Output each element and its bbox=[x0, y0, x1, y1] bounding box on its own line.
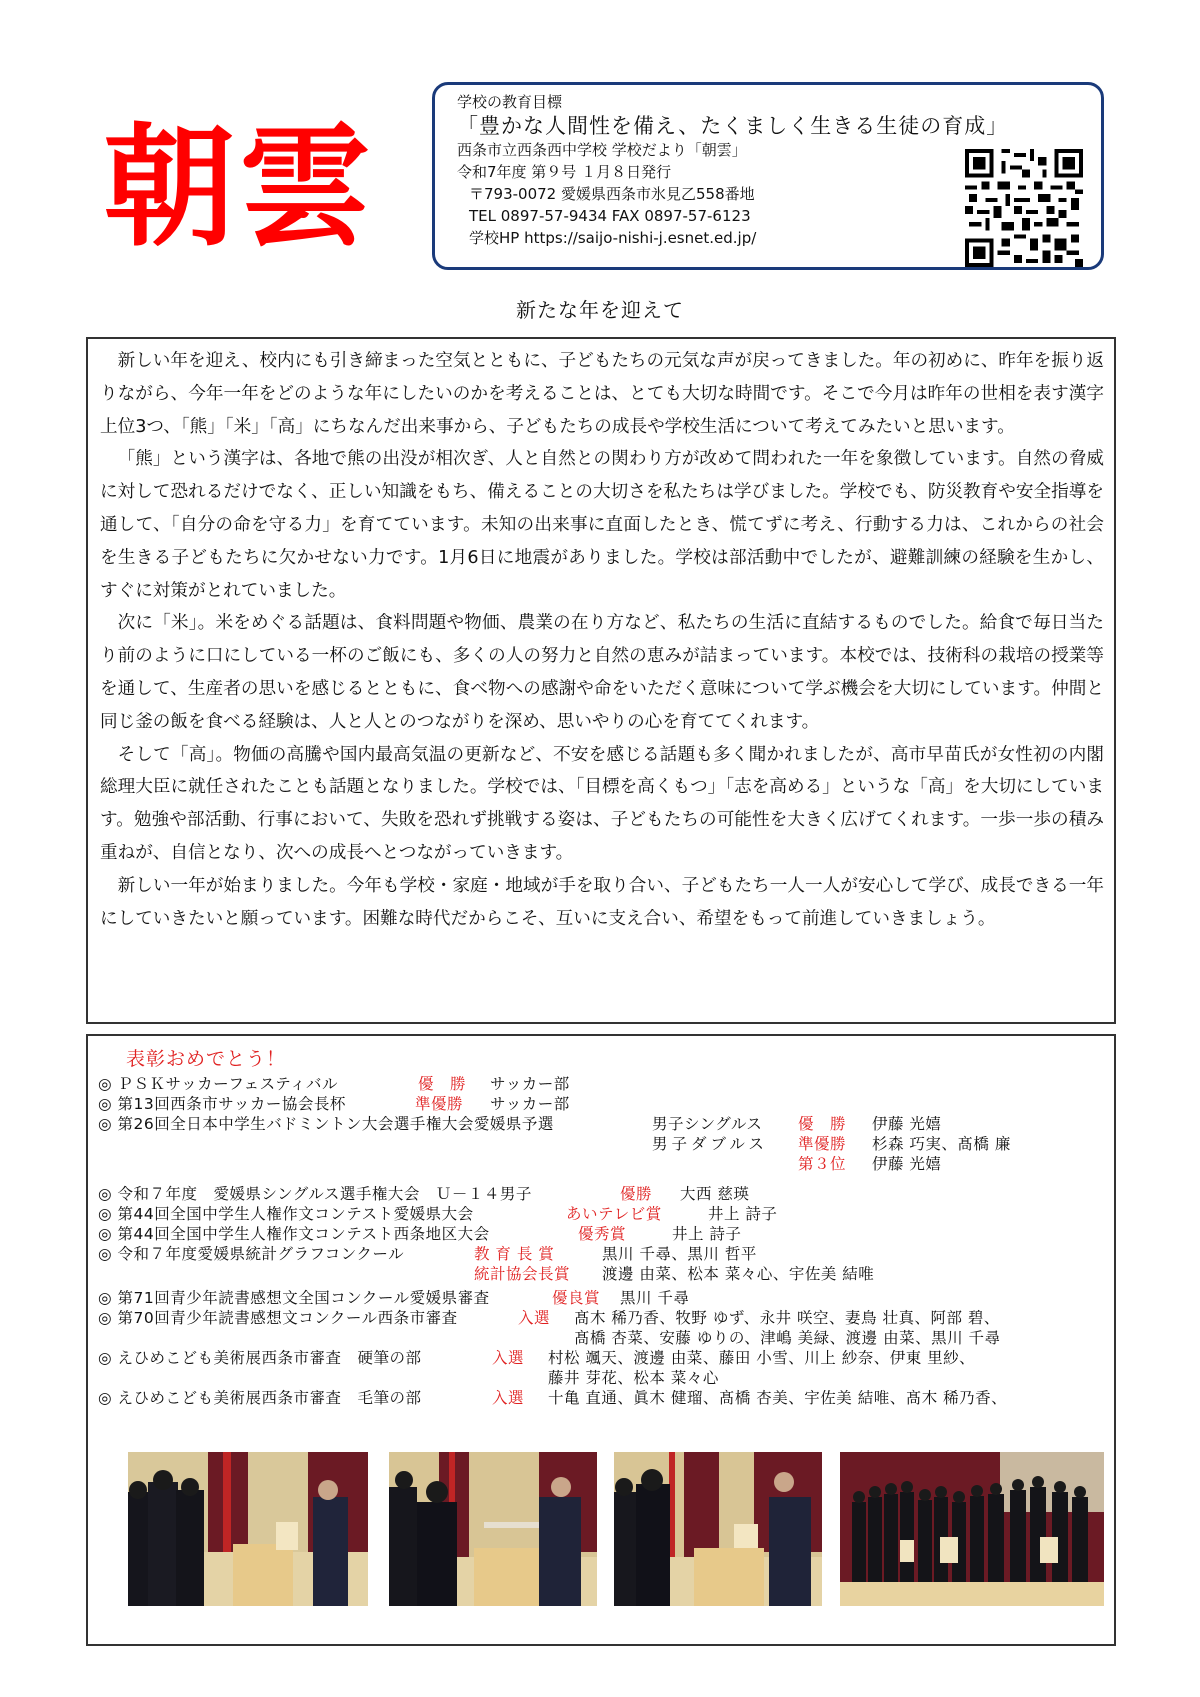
award-winners: 大西 慈瑛 bbox=[680, 1185, 750, 1203]
bullet-icon: ◎ bbox=[98, 1309, 113, 1327]
award-prize: あいテレビ賞 bbox=[566, 1205, 662, 1223]
school-website[interactable]: 学校HP https://saijo-nishi-j.esnet.ed.jp/ bbox=[469, 229, 757, 247]
award-row bbox=[98, 1388, 421, 1408]
article-paragraph: 新しい年を迎え、校内にも引き締まった空気とともに、子どもたちの元気な声が戻ってきました。年の初めに、昨年を振り返りながら、今年一年をどのような年にしたいのかを考えることは、とても大切な時間です。そこで今月は昨年の世相を表す漢字上位3つ、「熊」「米」「高」にちなんだ出来事から、子どもたちの成長や学校生活について考えてみたいと思います。 bbox=[100, 351, 1104, 437]
award-winners: 伊藤 光嬉 bbox=[872, 1155, 942, 1173]
bullet-icon: ◎ bbox=[98, 1245, 113, 1263]
award-prize: 優 勝 bbox=[798, 1115, 847, 1133]
award-event: 第13回西条市サッカー協会長杯 bbox=[117, 1095, 346, 1113]
award-ceremony-photo-3 bbox=[614, 1452, 822, 1606]
award-winners: 髙橋 杏菜、安藤 ゆりの、津嶋 美緑、渡邊 由菜、黒川 千尋 bbox=[574, 1329, 1001, 1347]
award-category: 男子ダブルス bbox=[652, 1135, 768, 1153]
award-winners: 井上 詩子 bbox=[672, 1225, 742, 1243]
award-winners: 杉森 巧実、髙橋 廉 bbox=[872, 1135, 1011, 1153]
award-event: 令和７年度 愛媛県シングルス選手権大会 Ｕ－１４男子 bbox=[117, 1185, 532, 1203]
award-winners: 村松 颯天、渡邊 由菜、藤田 小雪、川上 紗奈、伊東 里紗、 bbox=[548, 1349, 976, 1367]
education-goal-label: 学校の教育目標 bbox=[457, 93, 563, 111]
award-winners: 黒川 千尋、黒川 哲平 bbox=[602, 1245, 757, 1263]
award-prize: 優勝 bbox=[620, 1185, 653, 1203]
award-prize: 第３位 bbox=[798, 1155, 847, 1173]
award-winners: 黒川 千尋 bbox=[620, 1289, 690, 1307]
award-prize: 優秀賞 bbox=[578, 1225, 627, 1243]
award-event: 令和７年度愛媛県統計グラフコンクール bbox=[117, 1245, 405, 1263]
award-winners: 髙木 稀乃香、牧野 ゆず、永井 咲空、妻鳥 壮真、阿部 碧、 bbox=[574, 1309, 1000, 1327]
bullet-icon: ◎ bbox=[98, 1075, 113, 1093]
article-paragraph: そして「高」。物価の高騰や国内最高気温の更新など、不安を感じる話題も多く聞かれましたが、高市早苗氏が女性初の内閣総理大臣に就任されたことも話題となりました。学校では、「目標を高くもつ」「志を高める」というな「高」を大切にしています。勉強や部活動、行事において、失敗を恐れず挑戦する姿は、子どもたちの可能性を大きく広げてくれます。一歩一歩の積み重ねが、自信となり、次への成長へとつながっていきます。 bbox=[100, 744, 1104, 863]
award-ceremony-photo-1 bbox=[128, 1452, 368, 1606]
award-winners: 伊藤 光嬉 bbox=[872, 1115, 942, 1133]
bullet-icon: ◎ bbox=[98, 1095, 113, 1113]
award-prize: 入選 bbox=[492, 1389, 525, 1407]
award-event: 第26回全日本中学生バドミントン大会選手権大会愛媛県予選 bbox=[117, 1115, 554, 1133]
newsletter-title: 朝雲 bbox=[103, 111, 375, 265]
article-paragraph: 「熊」という漢字は、各地で熊の出没が相次ぎ、人と自然との関わり方が改めて問われた一年を象徴しています。自然の脅威に対して恐れるだけでなく、正しい知識をもち、備えることの大切さを私たちは学びました。学校でも、防災教育や安全指導を通して、「自分の命を守る力」を育てています。未知の出来事に直面したとき、慌てずに考え、行動する力は、これからの社会を生きる子どもたちに欠かせない力です。1月6日に地震がありました。学校は部活動中でしたが、避難訓練の経験を生かし、すぐに対策がとれていました。 bbox=[100, 449, 1104, 601]
award-row bbox=[98, 1184, 532, 1204]
award-winners: サッカー部 bbox=[490, 1095, 570, 1113]
award-ceremony-photo-2 bbox=[389, 1452, 597, 1606]
bullet-icon: ◎ bbox=[98, 1205, 113, 1223]
school-phone: TEL 0897-57-9434 FAX 0897-57-6123 bbox=[469, 207, 751, 225]
school-address: 〒793-0072 愛媛県西条市氷見乙558番地 bbox=[469, 185, 755, 203]
school-info-box bbox=[432, 82, 1104, 270]
award-prize: 準優勝 bbox=[798, 1135, 847, 1153]
award-prize: 統計協会長賞 bbox=[474, 1265, 571, 1283]
bullet-icon: ◎ bbox=[98, 1389, 113, 1407]
award-winners: 渡邊 由菜、松本 菜々心、宇佐美 結唯 bbox=[602, 1265, 875, 1283]
award-prize: 入選 bbox=[492, 1349, 525, 1367]
award-row bbox=[98, 1074, 338, 1094]
award-event: えひめこども美術展西条市審査 毛筆の部 bbox=[117, 1389, 422, 1407]
awards-section bbox=[86, 1034, 1116, 1646]
award-prize: 教 育 長 賞 bbox=[474, 1245, 555, 1263]
photo-image-icon bbox=[128, 1452, 368, 1606]
awards-heading: 表彰おめでとう！ bbox=[126, 1048, 287, 1070]
award-ceremony-photo-4 bbox=[840, 1452, 1104, 1606]
award-event: 第44回全国中学生人権作文コンテスト愛媛県大会 bbox=[117, 1205, 474, 1223]
newsletter-name: 西条市立西条西中学校 学校だより「朝雲」 bbox=[457, 141, 747, 159]
award-prize: 入選 bbox=[518, 1309, 551, 1327]
issue-info: 令和7年度 第９号 １月８日発行 bbox=[457, 163, 672, 181]
award-photo-strip bbox=[128, 1452, 1088, 1612]
article-paragraph: 新しい一年が始まりました。今年も学校・家庭・地域が手を取り合い、子どもたち一人一人が安心して学び、成長できる一年にしていきたいと願っています。困難な時代だからこそ、互いに支え合い、希望をもって前進していきましょう。 bbox=[100, 875, 1104, 929]
award-winners: 井上 詩子 bbox=[708, 1205, 778, 1223]
award-row bbox=[98, 1308, 458, 1328]
award-row bbox=[98, 1348, 421, 1368]
bullet-icon: ◎ bbox=[98, 1185, 113, 1203]
award-event: ＰＳＫサッカーフェスティバル bbox=[117, 1075, 339, 1093]
award-winners: 藤井 芽花、松本 菜々心 bbox=[548, 1369, 719, 1387]
bullet-icon: ◎ bbox=[98, 1225, 113, 1243]
photo-image-icon bbox=[389, 1452, 597, 1606]
award-event: えひめこども美術展西条市審査 硬筆の部 bbox=[117, 1349, 422, 1367]
photo-image-icon bbox=[840, 1452, 1104, 1606]
bullet-icon: ◎ bbox=[98, 1289, 113, 1307]
bullet-icon: ◎ bbox=[98, 1349, 113, 1367]
award-row bbox=[98, 1288, 490, 1308]
award-category: 男子シングルス bbox=[652, 1115, 763, 1133]
school-motto: 「豊かな人間性を備え、たくましく生きる生徒の育成」 bbox=[457, 114, 1009, 138]
award-event: 第70回青少年読書感想文コンクール西条市審査 bbox=[117, 1309, 458, 1327]
award-event: 第44回全国中学生人権作文コンテスト西条地区大会 bbox=[117, 1225, 490, 1243]
award-winners: サッカー部 bbox=[490, 1075, 570, 1093]
award-prize: 優良賞 bbox=[552, 1289, 601, 1307]
award-row bbox=[98, 1114, 554, 1134]
article-paragraph: 次に「米」。米をめぐる話題は、食料問題や物価、農業の在り方など、私たちの生活に直結するものでした。給食で毎日当たり前のように口にしている一杯のご飯にも、多くの人の努力と自然の恵みが詰まっています。本校では、技術科の栽培の授業等を通して、生産者の思いを感じるとともに、食べ物への感謝や命をいただく意味について学ぶ機会を大切にしています。仲間と同じ釜の飯を食べる経験は、人と人とのつながりを深め、思いやりの心を育ててくれます。 bbox=[100, 613, 1104, 732]
award-row bbox=[98, 1244, 404, 1264]
award-row bbox=[98, 1224, 490, 1244]
principal-message bbox=[86, 337, 1116, 1024]
photo-image-icon bbox=[614, 1452, 822, 1606]
qr-code-icon[interactable] bbox=[965, 149, 1083, 267]
award-winners: 十亀 直通、眞木 健瑠、髙橋 杏美、宇佐美 結唯、髙木 稀乃香、 bbox=[548, 1389, 1008, 1407]
award-event: 第71回青少年読書感想文全国コンクール愛媛県審査 bbox=[117, 1289, 490, 1307]
award-row bbox=[98, 1094, 346, 1114]
article-title: 新たな年を迎えて bbox=[516, 298, 684, 322]
award-prize: 準優勝 bbox=[415, 1095, 464, 1113]
award-row bbox=[98, 1204, 474, 1224]
bullet-icon: ◎ bbox=[98, 1115, 113, 1133]
award-prize: 優 勝 bbox=[418, 1075, 467, 1093]
